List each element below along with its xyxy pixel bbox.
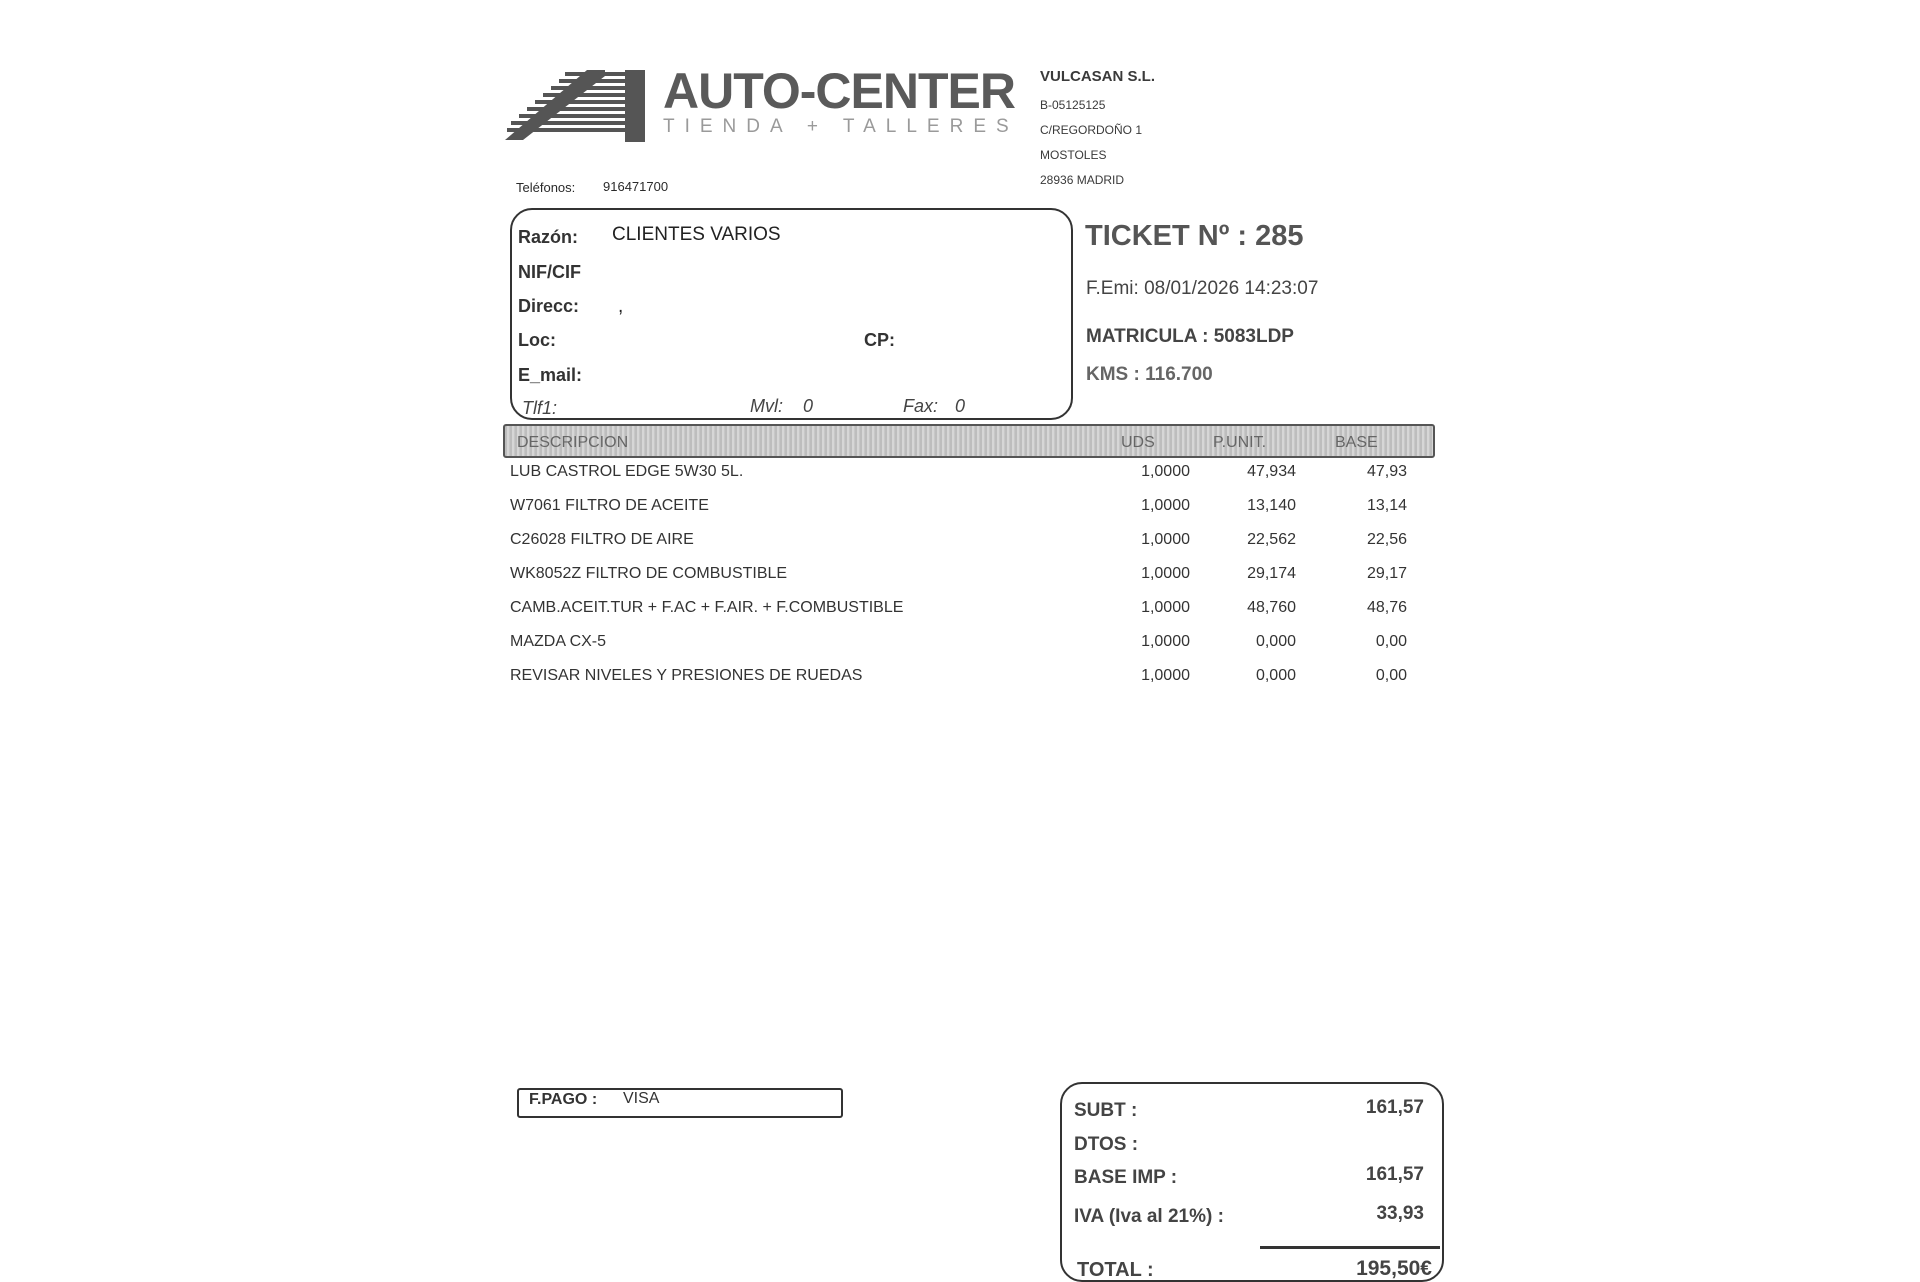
company-address: C/REGORDOÑO 1 — [1040, 123, 1143, 137]
vat-value: 33,93 — [1376, 1203, 1424, 1224]
table-header — [503, 424, 1435, 458]
email-label: E_mail: — [518, 365, 583, 385]
table-row — [510, 667, 1410, 697]
subtotal-value: 161,57 — [1365, 1097, 1424, 1118]
brand-subtitle: TIENDA + TALLERES — [663, 116, 1019, 137]
table-row — [510, 633, 1410, 663]
auto-center-logo-icon — [505, 70, 645, 142]
company-postal: 28936 MADRID — [1040, 173, 1125, 187]
subtotal-label: SUBT : — [1074, 1100, 1138, 1121]
row-base: 29,17 — [1366, 565, 1407, 582]
row-base: 22,56 — [1366, 531, 1407, 548]
kms-value: 116.700 — [1145, 364, 1213, 385]
direcc-label: Direcc: — [518, 296, 580, 316]
total-divider — [1260, 1246, 1440, 1249]
issue-date-value: 08/01/2026 14:23:07 — [1144, 278, 1319, 299]
tax-base-label: BASE IMP : — [1074, 1167, 1178, 1188]
row-punit: 13,140 — [1247, 497, 1296, 514]
cp-label: CP: — [864, 330, 895, 350]
row-uds: 1,0000 — [1141, 463, 1190, 480]
row-desc: CAMB.ACEIT.TUR + F.AC + F.AIR. + F.COMBUSTIBLE — [510, 599, 904, 616]
plate — [1086, 326, 1294, 348]
row-desc: REVISAR NIVELES Y PRESIONES DE RUEDAS — [510, 667, 863, 684]
table-row — [510, 565, 1410, 595]
total-value: 195,50€ — [1356, 1257, 1432, 1280]
fax-label: Fax: — [903, 396, 939, 416]
table-row — [510, 497, 1410, 527]
row-base: 47,93 — [1366, 463, 1407, 480]
razon-value: CLIENTES VARIOS — [612, 224, 781, 245]
row-uds: 1,0000 — [1141, 599, 1190, 616]
loc-label: Loc: — [518, 330, 556, 350]
row-desc: W7061 FILTRO DE ACEITE — [510, 497, 709, 514]
payment-value: VISA — [623, 1090, 660, 1107]
row-punit: 47,934 — [1247, 463, 1296, 480]
row-desc: LUB CASTROL EDGE 5W30 5L. — [510, 463, 744, 480]
row-base: 48,76 — [1366, 599, 1407, 616]
company-name: VULCASAN S.L. — [1040, 68, 1156, 85]
phone-label: Teléfonos: — [516, 180, 576, 195]
direcc-value: , — [618, 296, 624, 317]
mvl-label: Mvl: — [750, 396, 783, 416]
total-label: TOTAL : — [1077, 1259, 1154, 1281]
row-punit: 22,562 — [1247, 531, 1296, 548]
client-box — [510, 208, 1073, 420]
tax-base-value: 161,57 — [1365, 1164, 1424, 1185]
plate-value: 5083LDP — [1213, 326, 1294, 347]
row-punit: 0,000 — [1255, 633, 1296, 650]
kms — [1086, 364, 1213, 386]
row-uds: 1,0000 — [1141, 565, 1190, 582]
row-uds: 1,0000 — [1141, 531, 1190, 548]
row-desc: MAZDA CX-5 — [510, 633, 607, 650]
row-punit: 48,760 — [1247, 599, 1296, 616]
row-uds: 1,0000 — [1141, 497, 1190, 514]
kms-label: KMS : — [1086, 364, 1140, 385]
row-uds: 1,0000 — [1141, 633, 1190, 650]
row-desc: WK8052Z FILTRO DE COMBUSTIBLE — [510, 565, 788, 582]
row-base: 13,14 — [1366, 497, 1407, 514]
ticket-title: TICKET Nº : 285 — [1085, 220, 1304, 252]
issue-date-label: F.Emi: — [1086, 278, 1139, 299]
company-city: MOSTOLES — [1040, 148, 1107, 162]
column-header-desc: DESCRIPCION — [517, 434, 629, 451]
table-row — [510, 463, 1410, 493]
table-row — [510, 531, 1410, 561]
row-desc: C26028 FILTRO DE AIRE — [510, 531, 694, 548]
brand-name: AUTO-CENTER — [663, 63, 1015, 119]
vat-label: IVA (Iva al 21%) : — [1074, 1206, 1224, 1227]
row-base: 0,00 — [1375, 633, 1407, 650]
row-punit: 0,000 — [1255, 667, 1296, 684]
row-punit: 29,174 — [1247, 565, 1296, 582]
discounts-label: DTOS : — [1074, 1134, 1139, 1155]
column-header-punit: P.UNIT. — [1213, 434, 1267, 451]
razon-label: Razón: — [518, 227, 578, 247]
company-cif: B-05125125 — [1040, 98, 1106, 112]
phone-value: 916471700 — [603, 179, 669, 194]
issue-date — [1086, 278, 1318, 300]
tlf-label: Tlf1: — [522, 398, 558, 418]
mvl-value: 0 — [803, 396, 814, 416]
table-row — [510, 599, 1410, 629]
column-header-base: BASE — [1335, 434, 1378, 451]
nif-label: NIF/CIF — [518, 262, 581, 282]
fax-value: 0 — [955, 396, 966, 416]
plate-label: MATRICULA : — [1086, 326, 1209, 347]
row-base: 0,00 — [1375, 667, 1407, 684]
column-header-uds: UDS — [1121, 434, 1155, 451]
row-uds: 1,0000 — [1141, 667, 1190, 684]
payment-label: F.PAGO : — [529, 1091, 598, 1108]
